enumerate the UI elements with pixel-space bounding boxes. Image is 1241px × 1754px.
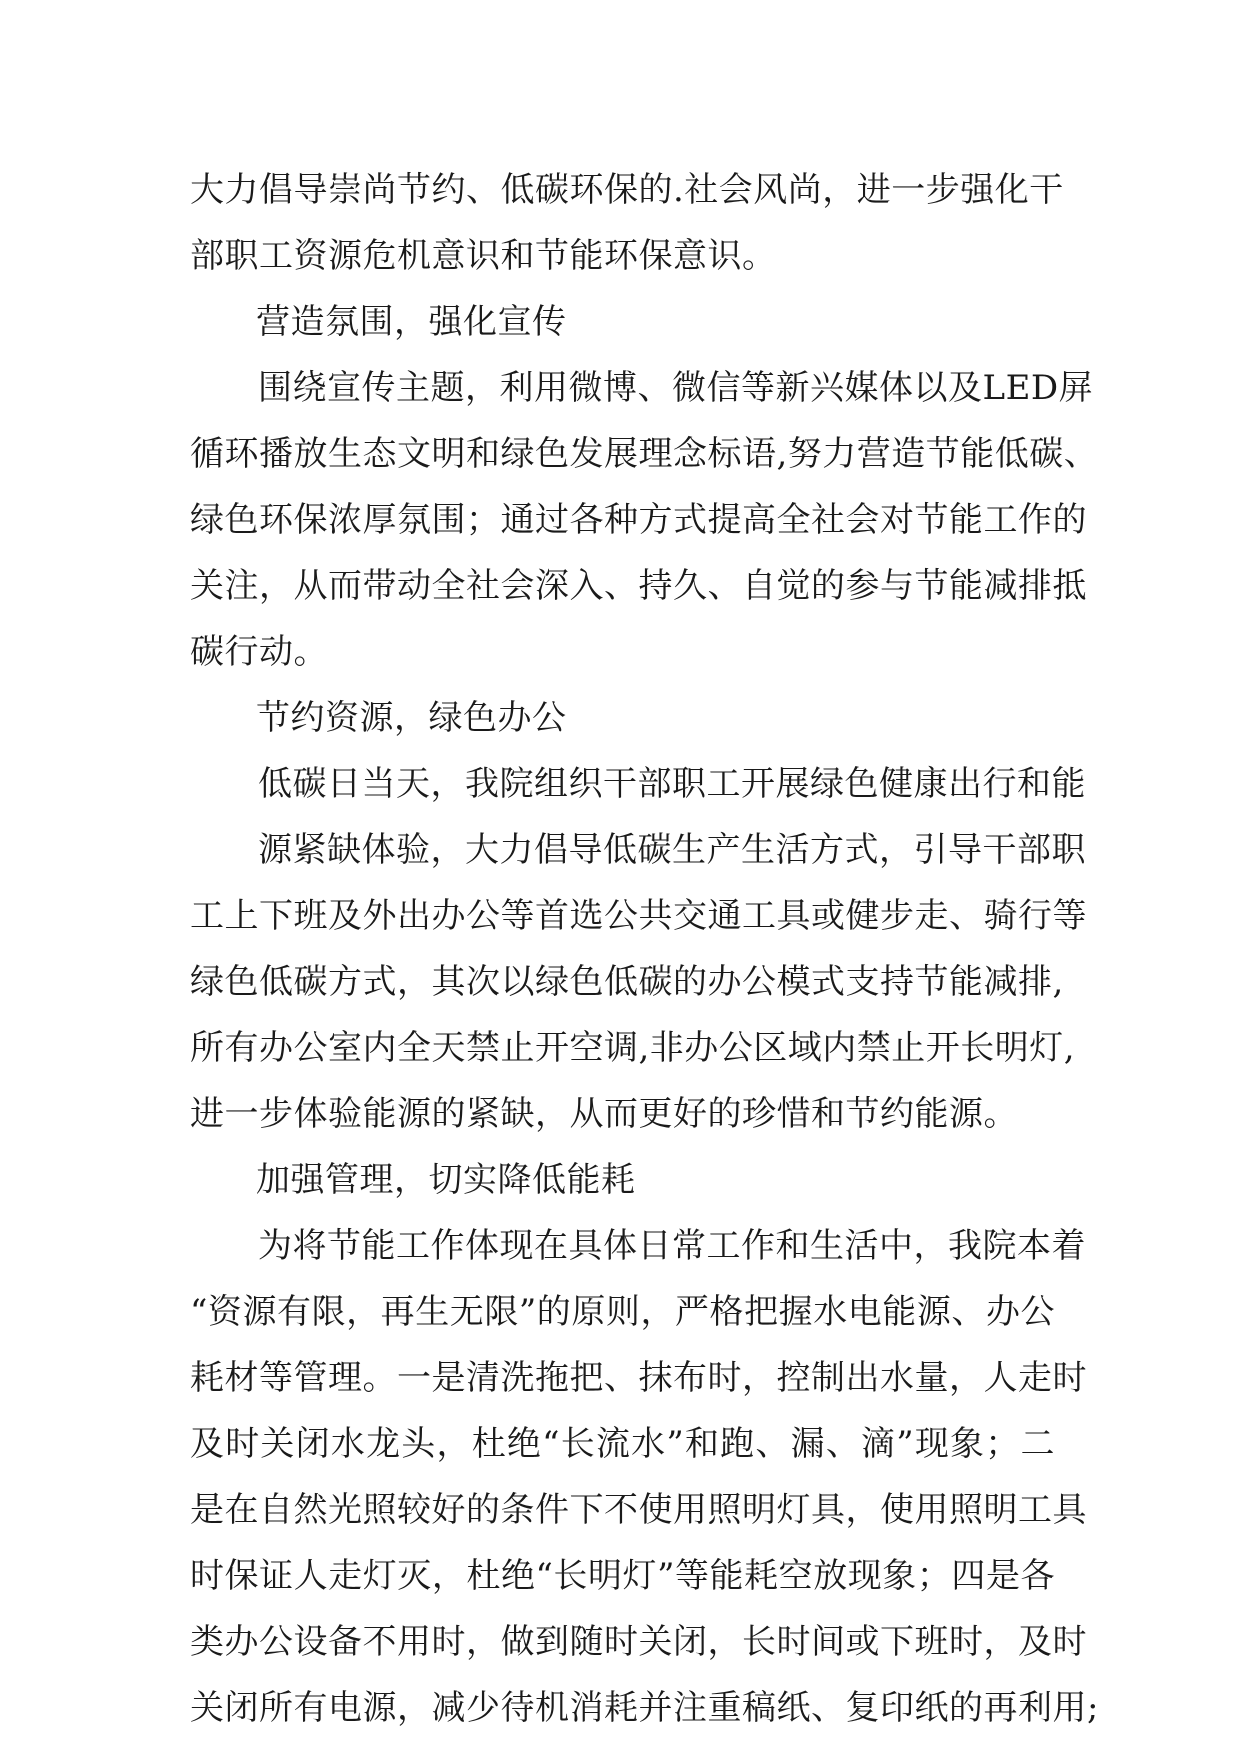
text-line: 耗材等管理。一是清洗拖把、抹布时，控制出水量，人走时 — [190, 1358, 1087, 1398]
section-heading: 加强管理，切实降低能耗 — [256, 1160, 636, 1200]
text-line: 及时关闭水龙头，杜绝“长流水”和跑、漏、滴”现象；二 — [190, 1424, 1055, 1464]
text-line: 时保证人走灯灭，杜绝“长明灯”等能耗空放现象；四是各 — [190, 1556, 1055, 1596]
section-heading: 节约资源，绿色办公 — [256, 698, 567, 738]
text-line: 进一步体验能源的紧缺，从而更好的珍惜和节约能源。 — [190, 1094, 1018, 1134]
text-line: 关闭所有电源，减少待机消耗并注重稿纸、复印纸的再利用; — [190, 1688, 1099, 1728]
text-line: 低碳日当天，我院组织干部职工开展绿色健康出行和能 — [258, 764, 1086, 804]
section-heading: 营造氛围，强化宣传 — [256, 302, 567, 342]
text-line: 为将节能工作体现在具体日常工作和生活中，我院本着 — [258, 1226, 1086, 1266]
text-line: “资源有限，再生无限”的原则，严格把握水电能源、办公 — [190, 1292, 1055, 1332]
text-line: 是在自然光照较好的条件下不使用照明灯具，使用照明工具 — [190, 1490, 1087, 1530]
text-line: 围绕宣传主题，利用微博、微信等新兴媒体以及LED屏 — [258, 368, 1094, 408]
text-line: 绿色低碳方式，其次以绿色低碳的办公模式支持节能减排, — [190, 962, 1064, 1002]
text-line: 碳行动。 — [190, 632, 328, 672]
text-line: 绿色环保浓厚氛围；通过各种方式提高全社会对节能工作的 — [190, 500, 1087, 540]
text-line: 工上下班及外出办公等首选公共交通工具或健步走、骑行等 — [190, 896, 1087, 936]
document-body — [190, 157, 1099, 1741]
text-line: 部职工资源危机意识和节能环保意识。 — [190, 236, 777, 276]
text-line: 大力倡导崇尚节约、低碳环保的.社会风尚，进一步强化干 — [190, 170, 1064, 210]
text-line: 类办公设备不用时，做到随时关闭，长时间或下班时，及时 — [190, 1622, 1087, 1662]
text-line: 循环播放生态文明和绿色发展理念标语,努力营造节能低碳、 — [190, 434, 1099, 474]
text-line: 关注，从而带动全社会深入、持久、自觉的参与节能减排抵 — [190, 566, 1087, 606]
text-line: 所有办公室内全天禁止开空调,非办公区域内禁止开长明灯, — [190, 1028, 1076, 1068]
text-line: 源紧缺体验，大力倡导低碳生产生活方式，引导干部职 — [258, 830, 1086, 870]
